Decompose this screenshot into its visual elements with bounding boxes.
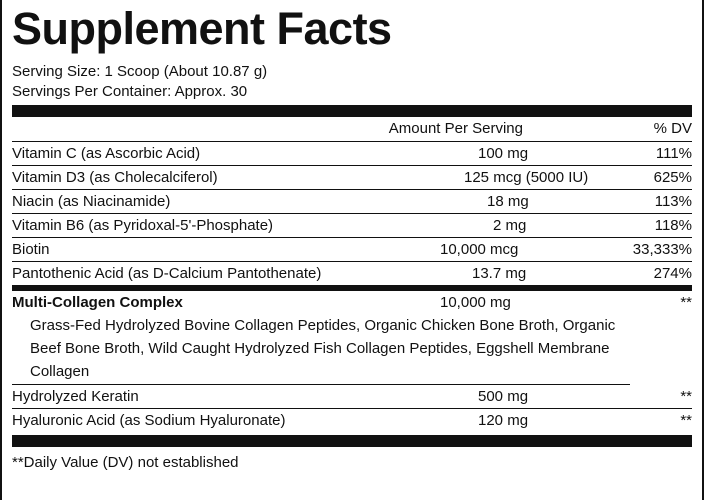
- nutrient-row: [12, 385, 692, 409]
- nutrient-dv: 111%: [655, 145, 692, 162]
- nutrient-amount: 13.7 mg: [472, 265, 527, 282]
- nutrient-name: Vitamin B6 (as Pyridoxal-5'-Phosphate): [12, 217, 274, 234]
- divider-thick: [12, 105, 692, 117]
- nutrient-row: [12, 142, 692, 166]
- other-ingredients: [12, 385, 692, 432]
- nutrient-dv: 118%: [654, 217, 692, 234]
- nutrient-dv: 625%: [653, 169, 692, 186]
- divider-thick: [12, 435, 692, 447]
- nutrient-amount: 10,000 mcg: [440, 241, 519, 258]
- nutrient-amount: 100 mg: [478, 145, 529, 162]
- vitamin-list: [12, 142, 692, 285]
- nutrient-row: [12, 409, 692, 432]
- footnote: **Daily Value (DV) not established: [12, 454, 239, 471]
- serving-size: Serving Size: 1 Scoop (About 10.87 g): [12, 63, 268, 80]
- nutrient-row: [12, 190, 692, 214]
- panel-title: Supplement Facts: [12, 3, 392, 54]
- collagen-blend: [12, 291, 692, 385]
- nutrient-row: [12, 262, 692, 285]
- nutrient-amount: 125 mcg (5000 IU): [464, 169, 589, 186]
- nutrient-name: Vitamin C (as Ascorbic Acid): [12, 145, 201, 162]
- nutrient-name: Vitamin D3 (as Cholecalciferol): [12, 169, 218, 186]
- nutrient-amount: 18 mg: [487, 193, 529, 210]
- blend-amount: 10,000 mg: [440, 294, 511, 311]
- nutrient-dv: **: [680, 412, 692, 429]
- nutrient-amount: 500 mg: [478, 388, 529, 405]
- blend-dv: **: [680, 294, 692, 311]
- nutrient-name: Hydrolyzed Keratin: [12, 388, 139, 405]
- nutrient-amount: 120 mg: [478, 412, 529, 429]
- nutrient-dv: 113%: [654, 193, 692, 210]
- nutrient-name: Niacin (as Niacinamide): [12, 193, 171, 210]
- nutrient-dv: 33,333%: [632, 241, 692, 258]
- amount-header: Amount Per Serving: [388, 120, 523, 137]
- nutrient-dv: **: [680, 388, 692, 405]
- nutrient-row: [12, 214, 692, 238]
- column-header-row: [12, 117, 692, 142]
- dv-header: % DV: [653, 120, 692, 137]
- nutrient-amount: 2 mg: [493, 217, 527, 234]
- blend-name: Multi-Collagen Complex: [12, 294, 183, 311]
- servings-per-container: Servings Per Container: Approx. 30: [12, 83, 248, 100]
- nutrient-name: Biotin: [12, 241, 50, 258]
- nutrient-name: Pantothenic Acid (as D-Calcium Pantothenate): [12, 265, 322, 282]
- nutrient-row: [12, 166, 692, 190]
- nutrient-name: Hyaluronic Acid (as Sodium Hyaluronate): [12, 412, 286, 429]
- blend-ingredients: Grass-Fed Hydrolyzed Bovine Collagen Peptides, Organic Chicken Bone Broth, Organic Beef Bone Broth, Wild Caught Hydrolyzed Fish Collagen Peptides, Eggshell Membrane Collagen: [12, 314, 630, 385]
- nutrient-row: [12, 238, 692, 262]
- blend-row: [12, 291, 692, 314]
- nutrient-dv: 274%: [653, 265, 692, 282]
